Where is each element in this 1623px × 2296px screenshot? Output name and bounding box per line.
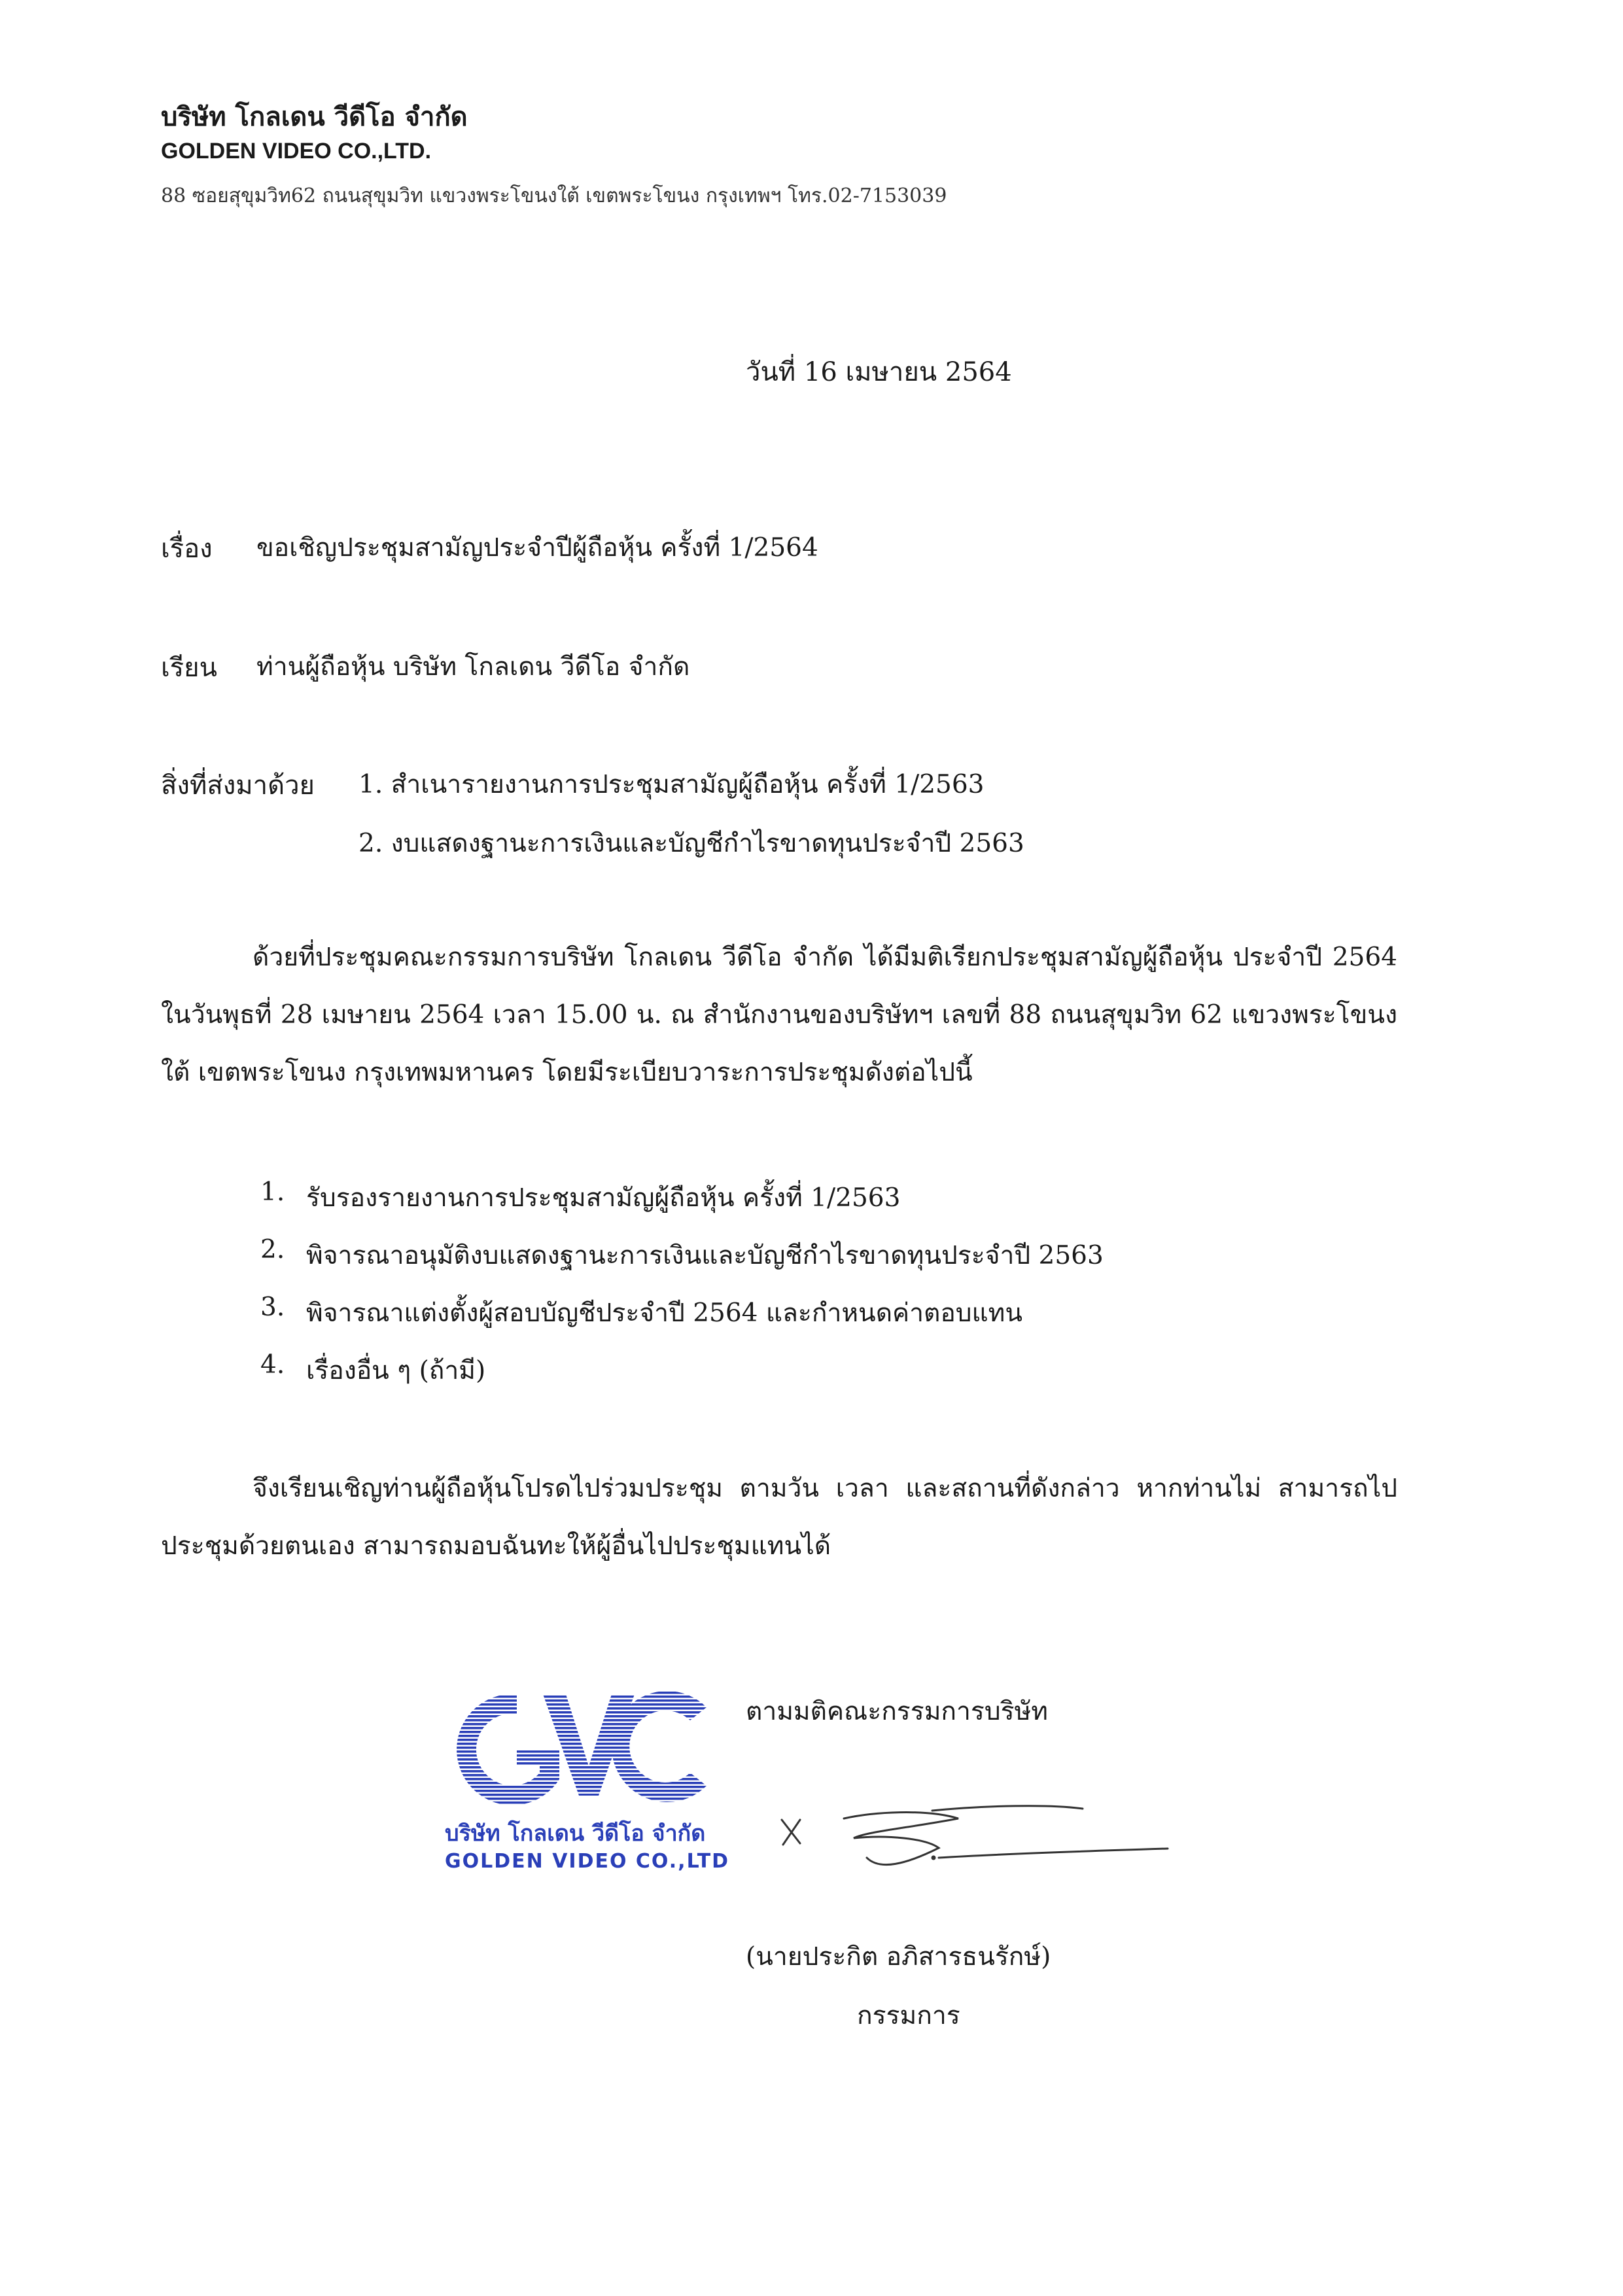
stamp-company-thai: บริษัท โกลเดน วีดีโอ จำกัด [445,1820,706,1847]
recipient-label: เรียน [161,653,217,683]
company-name-english: GOLDEN VIDEO CO.,LTD. [161,139,432,164]
agenda-item-text: เรื่องอื่น ๆ (ถ้ามี) [306,1356,486,1385]
agenda-number: 1. [260,1177,285,1207]
signer-position: กรรมการ [857,2001,960,2030]
company-address: 88 ซอยสุขุมวิท62 ถนนสุขุมวิท แขวงพระโขนงใต้ เขตพระโขนง กรุงเทพฯ โทร.02-7153039 [161,184,947,207]
letter-date: วันที่ 16 เมษายน 2564 [746,357,1012,387]
enclosure-item: 2. งบแสดงฐานะการเงินและบัญชีกำไรขาดทุนประจำปี 2563 [358,829,1024,858]
agenda-number: 2. [260,1235,285,1264]
resolution-line: ตามมติคณะกรรมการบริษัท [746,1697,1048,1726]
handwritten-signature [775,1792,1194,1897]
body-paragraph: ด้วยที่ประชุมคณะกรรมการบริษัท โกลเดน วีดีโอ จำกัด ได้มีมติเรียกประชุมสามัญผู้ถือหุ้น ประจำปี 2564 ในวันพุธที่ 28 เมษายน 2564 เวลา 15.00 น. ณ สำนักงานของบริษัทฯ เลขที่ 88 ถนนสุขุมวิท 62 แขวงพระโขนงใต้ เขตพระโขนง กรุงเทพมหานคร โดยมีระเบียบวาระการประชุมดังต่อไปนี้ [161,943,1397,1087]
subject-label: เรื่อง [161,534,213,564]
enclosure-item: 1. สำเนารายงานการประชุมสามัญผู้ถือหุ้น ครั้งที่ 1/2563 [358,770,985,799]
subject-text: ขอเชิญประชุมสามัญประจำปีผู้ถือหุ้น ครั้งที่ 1/2564 [256,533,818,563]
stamp-company-english: GOLDEN VIDEO CO.,LTD [445,1850,730,1873]
recipient-text: ท่านผู้ถือหุ้น บริษัท โกลเดน วีดีโอ จำกัด [256,652,690,682]
agenda-number: 3. [260,1293,285,1322]
agenda-item-text: รับรองรายงานการประชุมสามัญผู้ถือหุ้น ครั้งที่ 1/2563 [306,1183,901,1213]
company-name-thai: บริษัท โกลเดน วีดีโอ จำกัด [161,101,468,132]
agenda-number: 4. [260,1350,285,1380]
closing-paragraph: จึงเรียนเชิญท่านผู้ถือหุ้นโปรดไปร่วมประชุม ตามวัน เวลา และสถานที่ดังกล่าว หากท่านไม่ สามารถไปประชุมด้วยตนเอง สามารถมอบฉันทะให้ผู้อื่นไปประชุมแทนได้ [161,1474,1397,1561]
agenda-item-text: พิจารณาอนุมัติงบแสดงฐานะการเงินและบัญชีกำไรขาดทุนประจำปี 2563 [306,1241,1104,1270]
enclosures-label: สิ่งที่ส่งมาด้วย [161,771,315,801]
agenda-item-text: พิจารณาแต่งตั้งผู้สอบบัญชีประจำปี 2564 และกำหนดค่าตอบแทน [306,1298,1023,1328]
signer-name: (นายประกิต อภิสารธนรักษ์) [746,1942,1051,1972]
